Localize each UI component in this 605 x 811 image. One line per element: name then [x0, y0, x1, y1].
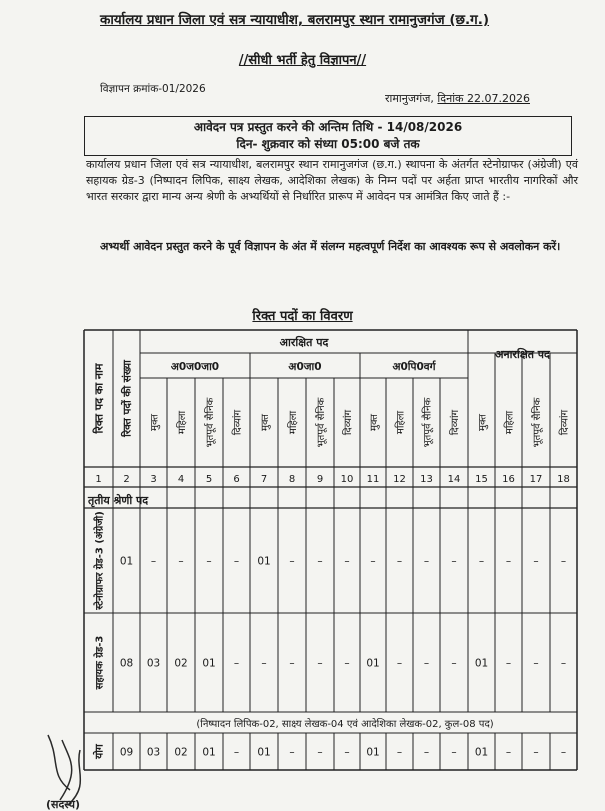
- stenographer-row-cell: –: [533, 555, 539, 568]
- total-row-cell: –: [560, 746, 567, 759]
- total-row-cell: –: [505, 746, 512, 759]
- column-number: 13: [420, 474, 433, 485]
- stenographer-row-cell: –: [344, 555, 350, 568]
- assistant-row-cell: –: [560, 657, 567, 670]
- column-number: 1: [95, 474, 102, 485]
- office-heading: कार्यालय प्रधान जिला एवं सत्र न्यायाधीश, बलरामपुर स्थान रामानुजगंज (छ.ग.): [100, 12, 490, 28]
- stenographer-row-cell: 01: [257, 555, 271, 568]
- header-group: अ0जा0: [288, 361, 322, 373]
- stenographer-row-cell: –: [560, 555, 567, 568]
- header-post-name: रिक्त पद का नाम: [92, 363, 106, 434]
- total-row-cell: –: [289, 746, 295, 759]
- total-row-cell: –: [344, 746, 350, 759]
- header-subcol: भूतपूर्व सैनिक: [422, 397, 434, 448]
- deadline-line-2: दिन- शुक्रवार को संध्या 05:00 बजे तक: [236, 137, 420, 151]
- header-subcol: भूतपूर्व सैनिक: [532, 397, 543, 448]
- assistant-row-cell: –: [505, 657, 512, 670]
- stenographer-row-cell: –: [206, 555, 212, 568]
- header-subcol: दिव्यांग: [232, 409, 244, 436]
- header-subcol: भूतपूर्व सैनिक: [205, 397, 216, 448]
- header-subcol: महिला: [504, 410, 516, 435]
- total-row-cell: 02: [174, 746, 188, 759]
- assistant-row-post: सहायक ग्रेड-3: [94, 635, 106, 690]
- header-subcol: भूतपूर्व सैनिक: [316, 397, 327, 448]
- assistant-row-cell: 03: [146, 657, 161, 670]
- assistant-row-cell: –: [344, 657, 350, 670]
- assistant-row-cell: 08: [119, 657, 134, 670]
- header-group: अ0ज0जा0: [170, 361, 220, 373]
- date: दिनांक 22.07.2026: [437, 92, 530, 105]
- stenographer-row-cell: –: [150, 555, 157, 568]
- total-row-cell: –: [533, 746, 539, 759]
- stenographer-row-cell: 01: [119, 555, 134, 568]
- column-number: 18: [557, 474, 570, 485]
- assistant-row-cell: –: [289, 657, 295, 670]
- assistant-row-cell: –: [533, 657, 539, 670]
- assistant-row-cell: 01: [202, 657, 216, 670]
- total-row-cell: –: [423, 746, 430, 759]
- column-number: 9: [316, 474, 324, 485]
- table-title-text: रिक्त पदों का विवरण: [252, 309, 353, 324]
- assistant-row-cell: –: [396, 657, 403, 670]
- assistant-row-cell: 01: [366, 657, 380, 670]
- column-number: 15: [475, 474, 488, 485]
- header-subcol: मुक्त: [369, 413, 380, 432]
- column-number: 14: [447, 474, 461, 485]
- total-row-cell: –: [317, 746, 323, 759]
- total-row-cell: 03: [146, 746, 161, 759]
- header-subcol: मुक्त: [260, 413, 271, 432]
- subtitle-text: //सीधी भर्ती हेतु विज्ञापन//: [238, 53, 367, 68]
- header-unreserved: अनारक्षित पद: [495, 348, 550, 361]
- header-subcol: दिव्यांग: [450, 409, 461, 436]
- column-number: 6: [233, 474, 240, 485]
- column-number: 8: [288, 474, 296, 485]
- column-number: 16: [502, 474, 515, 485]
- stenographer-row-post: स्टेनोग्राफर ग्रेड-3 (अंग्रेजी): [94, 511, 106, 610]
- total-row-cell: –: [396, 746, 403, 759]
- column-number: 2: [123, 474, 130, 485]
- stenographer-row-cell: –: [396, 555, 403, 568]
- header-subcol: महिला: [395, 410, 407, 435]
- row-note: (निष्पादन लिपिक-02, साक्ष्य लेखक-04 एवं आदेशिका लेखक-02, कुल-08 पद): [196, 719, 494, 730]
- header-subcol: दिव्यांग: [343, 409, 354, 436]
- column-number: 3: [150, 474, 157, 485]
- total-row-cell: –: [233, 746, 240, 759]
- header-subcol: महिला: [288, 410, 299, 435]
- header-subcol: दिव्यांग: [559, 409, 571, 436]
- stenographer-row-cell: –: [478, 555, 485, 568]
- header-subcol: महिला: [177, 410, 188, 435]
- stenographer-row-cell: –: [233, 555, 240, 568]
- assistant-row-cell: –: [317, 657, 323, 670]
- assistant-row-cell: –: [233, 657, 240, 670]
- assistant-row-cell: –: [451, 657, 457, 670]
- stenographer-row-cell: –: [289, 555, 295, 568]
- stenographer-row-cell: –: [505, 555, 512, 568]
- stenographer-row-cell: –: [317, 555, 323, 568]
- total-row-cell: –: [451, 746, 457, 759]
- total-row-label: योग: [93, 744, 106, 759]
- stenographer-row-cell: –: [370, 555, 376, 568]
- column-number: 7: [260, 474, 268, 485]
- stenographer-row-cell: –: [451, 555, 457, 568]
- header-subcol: मुक्त: [149, 413, 161, 432]
- stenographer-row-cell: –: [423, 555, 430, 568]
- column-number: 5: [205, 474, 213, 485]
- total-row-cell: 09: [119, 746, 134, 759]
- column-number: 12: [393, 474, 406, 485]
- important-note: अभ्यर्थी आवेदन प्रस्तुत करने के पूर्व विज्ञापन के अंत में संलग्न महत्वपूर्ण निर्देश का आवश्यक रूप से अवलोकन करें।: [100, 240, 561, 253]
- body-paragraph: कार्यालय प्रधान जिला एवं सत्र न्यायाधीश, बलरामपुर स्थान रामानुजगंज (छ.ग.) स्थापना के अंतर्गत स्टेनोग्राफर (अंग्रेजी) एवं सहायक ग्रेड-3 (निष्पादन लिपिक, साक्ष्य लेखक, आदेशिका लेखक) के निम्न पदों पर अर्हता प्राप्त भारतीय नागरिकों और भारत सरकार द्वारा मान्य अन्य श्रेणी के अभ्यर्थियों से निर्धारित प्रारूप में आवेदन पत्र आमंत्रित किए जाते हैं :-: [86, 158, 578, 204]
- assistant-row-cell: –: [423, 657, 430, 670]
- total-row-cell: 01: [202, 746, 216, 759]
- assistant-row-cell: 01: [474, 657, 489, 670]
- place: रामानुजगंज,: [385, 92, 434, 105]
- column-number: 10: [340, 474, 354, 485]
- section-label: तृतीय श्रेणी पद: [88, 494, 149, 507]
- seal-text: (सदस्य): [46, 798, 80, 810]
- column-number: 4: [177, 474, 185, 485]
- stenographer-row-cell: –: [178, 555, 184, 568]
- header-group: अ0पि0वर्ग: [392, 361, 436, 373]
- assistant-row-cell: 02: [174, 657, 188, 670]
- header-reserved: आरक्षित पद: [279, 336, 329, 349]
- column-number: 11: [366, 474, 380, 485]
- deadline-line-1: आवेदन पत्र प्रस्तुत करने की अन्तिम तिथि - 14/08/2026: [193, 120, 463, 134]
- column-number: 17: [529, 474, 543, 485]
- header-post-count: रिक्त पदों की संख्या: [121, 360, 134, 437]
- total-row-cell: 01: [257, 746, 271, 759]
- total-row-cell: 01: [474, 746, 489, 759]
- advertisement-number: विज्ञापन क्रमांक-01/2026: [100, 83, 206, 95]
- assistant-row-cell: –: [261, 657, 267, 670]
- header-subcol: मुक्त: [477, 413, 489, 432]
- official-seal-signature: [40, 730, 100, 810]
- total-row-cell: 01: [366, 746, 380, 759]
